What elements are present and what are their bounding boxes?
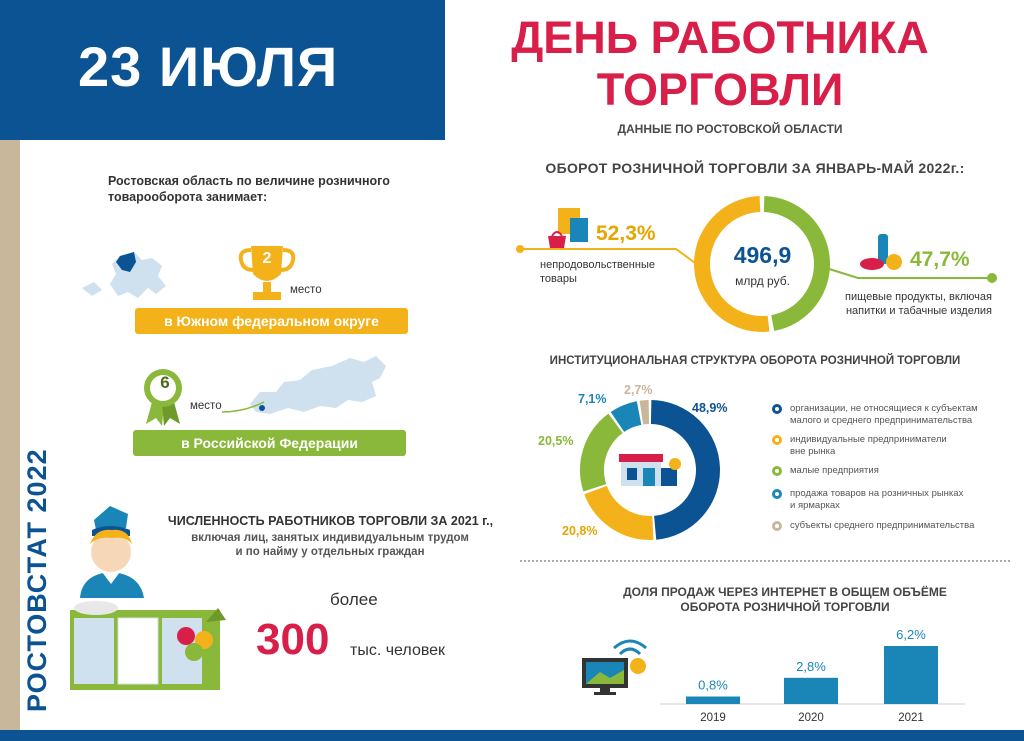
food-percent: 47,7%: [910, 248, 970, 271]
south-rank: 2: [262, 250, 272, 267]
institutional-slice: [641, 412, 648, 413]
shopping-bags-icon: [544, 204, 594, 250]
main-title: [470, 12, 970, 116]
legend-text: [790, 465, 879, 477]
section-divider: [520, 560, 1010, 562]
legend-line: индивидуальные предприниматели: [790, 434, 947, 445]
nonfood-label-line-2: товары: [540, 273, 577, 285]
russia-ribbon: в Российской Федерации: [133, 430, 406, 456]
russia-rank: 6: [160, 373, 170, 392]
bar-2020: [784, 678, 838, 704]
year-tick-label: 2019: [700, 712, 726, 724]
legend-text: [790, 488, 963, 512]
nonfood-percent: 52,3%: [596, 222, 656, 245]
legend-line: малого и среднего предпринимательства: [790, 415, 973, 426]
bar-2021: [884, 646, 938, 704]
institutional-slice: [592, 423, 616, 488]
legend-dot: [772, 466, 782, 476]
institutional-slice: [617, 413, 639, 422]
institutional-title: ИНСТИТУЦИОНАЛЬНАЯ СТРУКТУРА ОБОРОТА РОЗНИЧНОЙ ТОРГОВЛИ: [549, 355, 961, 367]
bar-value-label: 0,8%: [698, 677, 728, 693]
turnover-total-unit: млрд руб.: [735, 274, 790, 288]
year-tick-label: 2020: [798, 712, 824, 724]
internet-title-line-2: ОБОРОТА РОЗНИЧНОЙ ТОРГОВЛИ: [680, 600, 890, 614]
workers-sub-line-1: включая лиц, занятых индивидуальным трудом: [191, 532, 469, 544]
south-region-map: [72, 248, 172, 308]
legend-item: [772, 488, 997, 512]
legend-line: малые предприятия: [790, 465, 879, 476]
legend-item: [772, 465, 997, 477]
inst-label-0: 48,9%: [692, 401, 728, 415]
inst-label-3: 7,1%: [578, 392, 607, 406]
title-line-2: ТОРГОВЛИ: [596, 64, 844, 115]
side-strip: [0, 140, 20, 730]
russia-place-word: место: [190, 400, 222, 412]
legend-line: и ярмарках: [790, 500, 840, 511]
legend-dot: [772, 404, 782, 414]
workers-more: более: [330, 590, 378, 609]
workers-number: 300: [256, 615, 330, 664]
legend-line: вне рынка: [790, 446, 836, 457]
internet-sales-chart: [660, 612, 970, 730]
computer-wifi-icon: [580, 632, 654, 698]
legend-dot: [772, 521, 782, 531]
year-tick-label: 2021: [898, 712, 924, 724]
institutional-legend: [772, 403, 997, 532]
nonfood-label-line-1: непродовольственные: [540, 259, 655, 271]
south-place-word: место: [290, 284, 322, 296]
inst-label-2: 20,5%: [538, 434, 574, 448]
legend-text: [790, 434, 947, 458]
workers-title: ЧИСЛЕННОСТЬ РАБОТНИКОВ ТОРГОВЛИ ЗА 2021 г.,: [167, 514, 494, 528]
side-label: РОСТОВСТАТ 2022: [22, 448, 52, 712]
legend-text: [790, 520, 974, 532]
workers-sub-line-2: и по найму у отдельных граждан: [235, 546, 425, 558]
bar-2019: [686, 697, 740, 704]
store-icon: [617, 450, 683, 490]
food-label: [842, 290, 992, 318]
legend-line: продажа товаров на розничных рынках: [790, 488, 964, 499]
legend-text: [790, 403, 978, 427]
legend-item: [772, 403, 997, 427]
internet-sales-title: [590, 585, 980, 615]
legend-dot: [772, 435, 782, 445]
legend-item: [772, 520, 997, 532]
bottom-bar: [0, 730, 1024, 741]
inst-label-4: 2,7%: [624, 383, 653, 397]
internet-title-line-1: ДОЛЯ ПРОДАЖ ЧЕРЕЗ ИНТЕРНЕТ В ОБЩЕМ ОБЪЁМЕ: [623, 585, 947, 599]
title-line-1: ДЕНЬ РАБОТНИКА: [511, 12, 929, 63]
date-heading: 23 ИЮЛЯ: [78, 35, 339, 98]
turnover-total-value: 496,9: [733, 242, 792, 268]
turnover-title: ОБОРОТ РОЗНИЧНОЙ ТОРГОВЛИ ЗА ЯНВАРЬ-МАЙ 2022г.:: [545, 160, 965, 176]
food-label-line-1: пищевые продукты, включая: [845, 291, 992, 303]
bar-value-label: 6,2%: [896, 627, 926, 642]
legend-dot: [772, 489, 782, 499]
south-ribbon: в Южном федеральном округе: [135, 308, 408, 334]
legend-line: организации, не относящиеся к субъектам: [790, 403, 978, 414]
ranking-intro: Ростовская область по величине розничного товарооборота занимает:: [108, 174, 390, 204]
bars-group: [686, 627, 938, 724]
bar-value-label: 2,8%: [796, 658, 826, 674]
grocery-icon: [858, 232, 908, 274]
institutional-slice: [596, 490, 653, 528]
nonfood-label: [540, 258, 655, 286]
legend-line: субъекты среднего предпринимательства: [790, 520, 975, 531]
legend-item: [772, 434, 997, 458]
workers-unit: тыс. человек: [350, 642, 446, 659]
nonfood-connector-dot: [516, 245, 524, 253]
food-connector-dot: [987, 273, 997, 283]
seller-illustration: [66, 500, 236, 700]
food-label-line-2: напитки и табачные изделия: [845, 305, 992, 317]
connector-arrow: [220, 396, 270, 416]
subtitle: ДАННЫЕ ПО РОСТОВСКОЙ ОБЛАСТИ: [617, 122, 843, 136]
inst-label-1: 20,8%: [562, 524, 598, 538]
